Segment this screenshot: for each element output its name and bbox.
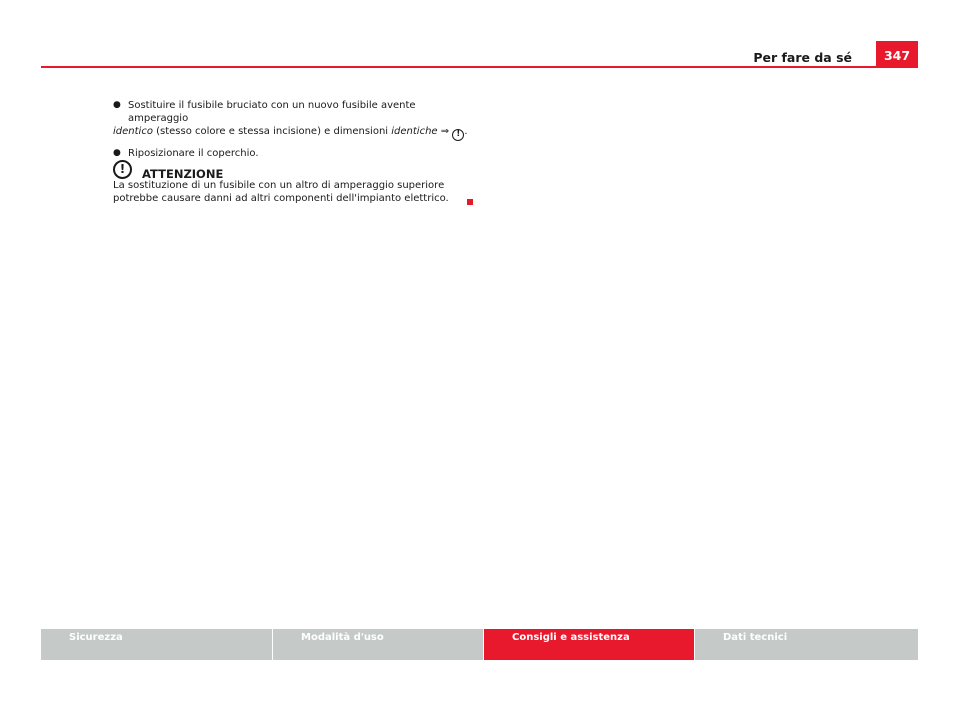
footer-nav	[41, 629, 918, 660]
header-rule	[41, 66, 918, 68]
page-number: 347	[876, 41, 918, 68]
warning-text: La sostituzione di un fusibile con un altro di amperaggio superiore potrebbe causare danni ad altri componenti dell'impianto elettrico.	[113, 180, 449, 204]
tab-modalita-uso[interactable]: Modalità d'uso	[273, 629, 483, 660]
warning-icon: !	[113, 160, 132, 179]
section-end-marker	[467, 199, 473, 205]
list-item-text: Sostituire il fusibile bruciato con un nuovo fusibile avente amperaggio identico (stesso colore e stessa incisione) e dimensioni identiche ⇒ ! .	[113, 100, 468, 139]
warning-title: ATTENZIONE	[142, 167, 224, 181]
warning-reference-icon[interactable]: !	[452, 129, 464, 141]
list-item	[113, 99, 475, 141]
bullet-icon: ●	[113, 100, 121, 110]
bullet-icon: ●	[113, 147, 121, 158]
warning-header	[113, 155, 475, 179]
tab-consigli-assistenza[interactable]: Consigli e assistenza	[484, 629, 694, 660]
tab-dati-tecnici[interactable]: Dati tecnici	[695, 629, 918, 660]
section-title: Per fare da sé	[753, 50, 852, 65]
warning-box	[113, 155, 475, 205]
tab-sicurezza[interactable]: Sicurezza	[41, 629, 272, 660]
list-item-text: Riposizionare il coperchio.	[128, 147, 259, 159]
